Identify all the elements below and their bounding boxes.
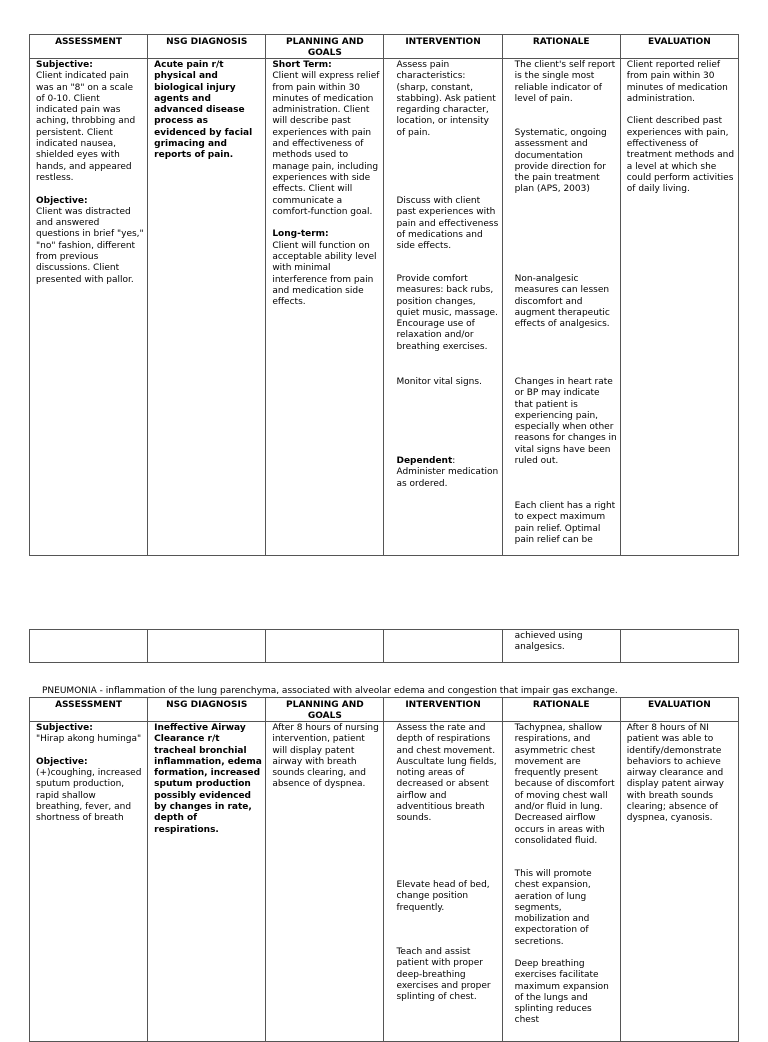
pneumonia-caption: PNEUMONIA - inflammation of the lung parenchyma, associated with alveolar edema and congestion that impair gas exchange. [42, 686, 618, 696]
rationale-cell [502, 722, 620, 1042]
evaluation-item: Client reported relief from pain within 30 minutes of medication administration. [626, 60, 728, 104]
care-plan-table-pain [29, 34, 739, 556]
planning-text: After 8 hours of nursing intervention, patient will display patent airway with breath sounds clearing, and absence of dyspnea. [272, 723, 379, 790]
subjective-text: Client indicated pain was an "8" on a scale of 0-10. Client indicated pain was aching, throbbing and persistent. Client indicated nausea, shielded eyes with hands, and appeared restless. [36, 71, 136, 183]
diagnosis-cell [148, 722, 266, 1042]
header-rationale: RATIONALE [502, 35, 620, 59]
intervention-cell [384, 59, 502, 556]
intervention-cell [384, 722, 502, 1042]
header-planning: PLANNING AND GOALS [266, 35, 384, 59]
evaluation-cell [620, 722, 738, 1042]
objective-label: Objective: [36, 756, 88, 767]
short-term-text: Client will express relief from pain within 30 minutes of medication administration. Client will describe past experiences with pain and effectiveness of methods used to manage pain, including experiences with side effects. Client will communicate a comfort-function goal. [272, 71, 380, 217]
care-plan-table-pneumonia [29, 697, 739, 1042]
header-evaluation: EVALUATION [620, 698, 738, 722]
objective-label: Objective: [36, 195, 88, 206]
table-row [30, 59, 739, 556]
long-term-label: Long-term: [272, 229, 329, 240]
table-row [30, 722, 739, 1042]
rationale-cell [502, 59, 620, 556]
dependent-block: Dependent: Administer medication as ordered. [396, 456, 499, 489]
rationale-item: Non-analgesic measures can lessen discomfort and augment therapeutic effects of analgesics. [514, 274, 610, 330]
objective-text: (+)coughing, increased sputum production, rapid shallow breathing, fever, and shortness of breath [36, 768, 142, 824]
rationale-item: This will promote chest expansion, aeration of lung segments, mobilization and expectoration of secretions. [514, 869, 592, 947]
subjective-label: Subjective: [36, 723, 93, 733]
header-nsg-diagnosis: NSG DIAGNOSIS [148, 698, 266, 722]
dependent-label: Dependent [396, 456, 453, 466]
subjective-label: Subjective: [36, 60, 93, 70]
header-nsg-diagnosis: NSG DIAGNOSIS [148, 35, 266, 59]
intervention-item: Assess pain characteristics: (sharp, constant, stabbing). Ask patient regarding character, location, or intensity of pain. [396, 60, 496, 138]
planning-cell [266, 59, 384, 556]
objective-text: Client was distracted and answered questions in brief "yes," "no" fashion, different from previous discussions. Client presented with pallor. [36, 206, 144, 285]
long-term-text: Client will function on acceptable ability level with minimal interference from pain and medication side effects. [272, 240, 377, 308]
intervention-item: Discuss with client past experiences with pain and effectiveness of medications and side effects. [396, 196, 499, 252]
rationale-continuation: achieved using analgesics. [502, 630, 620, 663]
header-rationale: RATIONALE [502, 698, 620, 722]
header-assessment: ASSESSMENT [30, 698, 148, 722]
evaluation-item: Client described past experiences with pain, effectiveness of treatment methods and a level at which she could perform activities of daily living. [626, 116, 735, 195]
rationale-item: Changes in heart rate or BP may indicate that patient is experiencing pain, especially when other reasons for changes in vital signs have been ruled out. [514, 377, 617, 467]
assessment-cell [30, 59, 148, 556]
header-assessment: ASSESSMENT [30, 35, 148, 59]
header-row [30, 698, 739, 722]
care-plan-table-continuation [29, 629, 739, 663]
rationale-item: Deep breathing exercises facilitate maximum expansion of the lungs and splinting reduces chest [514, 959, 609, 1026]
assessment-cell [30, 722, 148, 1042]
subjective-text: "Hirap akong huminga" [36, 734, 142, 745]
header-intervention: INTERVENTION [384, 698, 502, 722]
rationale-item: Tachypnea, shallow respirations, and asymmetric chest movement are frequently present because of discomfort of moving chest wall and/or fluid in lung. Decreased airflow occurs in areas with consolidated fluid. [514, 723, 615, 846]
rationale-item: Each client has a right to expect maximum pain relief. Optimal pain relief can be [514, 501, 616, 545]
intervention-item: Elevate head of bed, change position frequently. [396, 880, 490, 913]
short-term-label: Short Term: [272, 60, 332, 70]
header-row [30, 35, 739, 59]
table-row [30, 630, 739, 663]
intervention-item: Monitor vital signs. [396, 377, 482, 387]
diagnosis-cell [148, 59, 266, 556]
dependent-text: Administer medication as ordered. [396, 467, 499, 489]
rationale-item: Systematic, ongoing assessment and documentation provide direction for the pain treatment plan (APS, 2003) [514, 128, 607, 195]
planning-cell [266, 722, 384, 1042]
intervention-item: Provide comfort measures: back rubs, position changes, quiet music, massage. Encourage use of relaxation and/or breathing exercises. [396, 274, 498, 352]
evaluation-text: After 8 hours of NI patient was able to identify/demonstrate behaviors to achieve airway clearance and display patent airway with breath sounds clearing; absence of dyspnea, cyanosis. [626, 723, 724, 824]
nursing-diagnosis: Ineffective Airway Clearance r/t tracheal bronchial inflammation, edema formation, increased sputum production possibly evidenced by changes in rate, depth of respirations. [154, 723, 262, 835]
header-intervention: INTERVENTION [384, 35, 502, 59]
intervention-item: Assess the rate and depth of respirations and chest movement. Auscultate lung fields, noting areas of decreased or absent airflow and adventitious breath sounds. [396, 723, 497, 824]
evaluation-cell [620, 59, 738, 556]
header-evaluation: EVALUATION [620, 35, 738, 59]
rationale-item: The client's self report is the single most reliable indicator of level of pain. [514, 60, 616, 104]
header-planning: PLANNING AND GOALS [266, 698, 384, 722]
intervention-item: Teach and assist patient with proper deep-breathing exercises and proper splinting of chest. [396, 947, 491, 1003]
nursing-diagnosis: Acute pain r/t physical and biological injury agents and advanced disease process as evidenced by facial grimacing and reports of pain. [154, 60, 253, 161]
